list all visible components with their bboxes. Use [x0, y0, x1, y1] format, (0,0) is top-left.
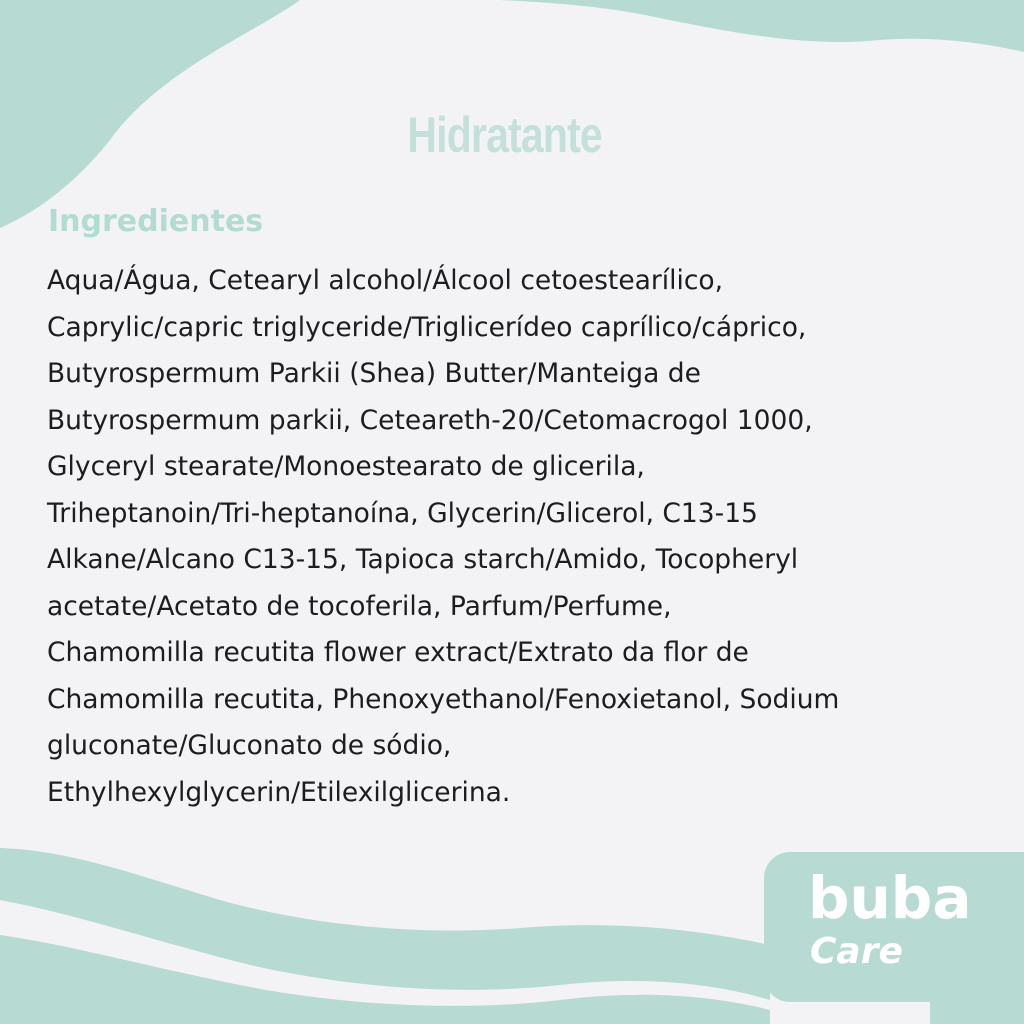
- ingredients-line: Butyrospermum Parkii (Shea) Butter/Manteiga de: [47, 358, 701, 389]
- ingredients-line: gluconate/Gluconato de sódio,: [47, 730, 452, 761]
- ingredients-list: [47, 258, 1007, 816]
- ingredients-line: Aqua/Água, Cetearyl alcohol/Álcool cetoestearílico,: [47, 265, 724, 296]
- top-right-wave: [500, 0, 1024, 52]
- logo-wordmark: buba: [808, 864, 972, 932]
- ingredients-line: Chamomilla recutita, Phenoxyethanol/Fenoxietanol, Sodium: [47, 683, 840, 715]
- page-title: Hidratante: [407, 107, 602, 163]
- ingredients-line: Chamomilla recutita flower extract/Extrato da flor de: [47, 637, 749, 668]
- ingredients-line: Butyrospermum parkii, Ceteareth-20/Cetomacrogol 1000,: [47, 404, 813, 436]
- ingredients-line: Triheptanoin/Tri-heptanoína, Glycerin/Glicerol, C13-15: [47, 497, 758, 529]
- logo-subtitle: Care: [810, 931, 903, 972]
- ingredients-line: Glyceryl stearate/Monoestearato de glicerila,: [47, 451, 645, 482]
- ingredients-line: Caprylic/capric triglyceride/Triglicerídeo caprílico/cáprico,: [47, 311, 807, 343]
- ingredients-line: acetate/Acetato de tocoferila, Parfum/Perfume,: [47, 590, 672, 622]
- ingredients-line: Ethylhexylglycerin/Etilexilglicerina.: [47, 776, 511, 808]
- ingredients-line: Alkane/Alcano C13-15, Tapioca starch/Amido, Tocopheryl: [47, 544, 799, 575]
- ingredients-heading: Ingredientes: [48, 204, 264, 239]
- buba-care-logo: [764, 852, 1000, 1002]
